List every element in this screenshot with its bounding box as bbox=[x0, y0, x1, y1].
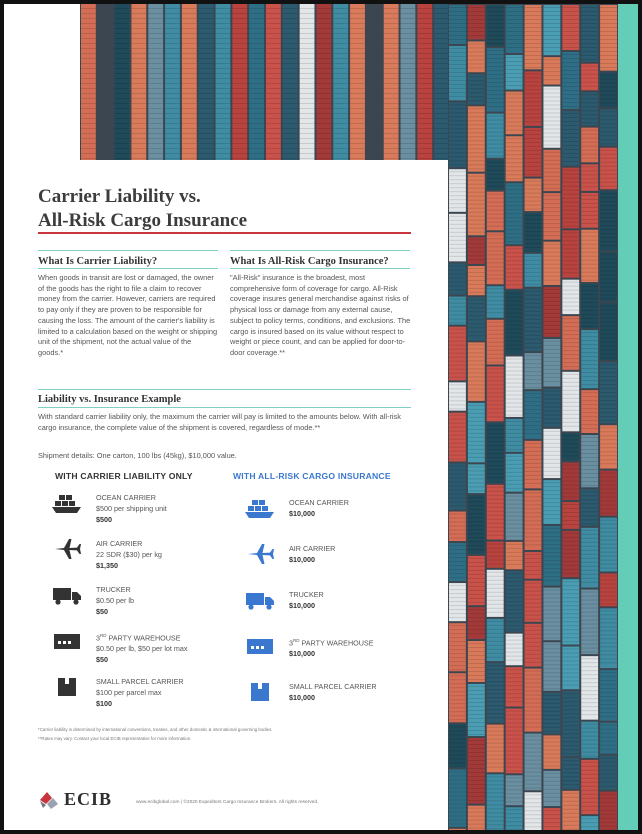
carrier-name: SMALL PARCEL CARRIER bbox=[289, 682, 377, 691]
liability-only-heading: WITH CARRIER LIABILITY ONLY bbox=[55, 471, 193, 481]
carrier-row-text bbox=[289, 635, 374, 659]
carrier-payout-value: $10,000 bbox=[289, 555, 315, 564]
carrier-row-text bbox=[289, 497, 349, 519]
plane-icon bbox=[52, 538, 82, 560]
carrier-row bbox=[52, 676, 184, 709]
carrier-liability-body: When goods in transit are lost or damaged, the owner of the goods has the right to file a claim to recover money from the carrier. However, carriers are required to pay only if they are proven to be responsible for causing the loss. The amount of the carrier's liability is limited to a calculation based on the weight or shipping unit of the shipment, not the actual value of the goods.* bbox=[38, 273, 218, 357]
ship-icon bbox=[52, 492, 82, 514]
carrier-payout-value: $500 bbox=[96, 515, 112, 524]
title-underline bbox=[38, 232, 411, 234]
ecib-logo-text: ECIB bbox=[64, 789, 113, 809]
carrier-liability-rule bbox=[38, 250, 218, 251]
carrier-row bbox=[245, 497, 349, 519]
carrier-payout-value: $1,350 bbox=[96, 561, 118, 570]
carrier-name: TRUCKER bbox=[289, 590, 324, 599]
all-risk-heading: What Is All-Risk Cargo Insurance? bbox=[230, 256, 389, 267]
truck-icon bbox=[52, 584, 82, 606]
all-risk-body: "All-Risk" insurance is the broadest, most comprehensive form of coverage for cargo. All-Risk coverage insures general merchandise against risks of physical loss or damage from any external cause, subject to policy terms, conditions, and exclusions. The cargo is insured based on its value without respect to weight or piece count, and can be applied for door-to-door coverage.** bbox=[230, 273, 411, 357]
carrier-name: OCEAN CARRIER bbox=[96, 493, 156, 502]
carrier-row bbox=[245, 681, 377, 703]
carrier-row-text bbox=[96, 492, 167, 525]
footnote-1: *Carrier liability is determined by international conventions, treaties, and other domestic & international governing bodies. bbox=[38, 727, 273, 732]
warehouse-icon bbox=[245, 635, 275, 657]
carrier-payout-value: $50 bbox=[96, 655, 108, 665]
carrier-name: AIR CARRIER bbox=[96, 539, 143, 548]
carrier-payout-value: $100 bbox=[96, 699, 112, 708]
title-line-1: Carrier Liability vs. bbox=[38, 186, 201, 207]
all-risk-rule-bottom bbox=[230, 268, 410, 269]
carrier-payout-value: $10,000 bbox=[289, 693, 315, 702]
carrier-payout-value: $10,000 bbox=[289, 649, 315, 659]
plane-icon bbox=[245, 543, 275, 565]
carrier-row bbox=[52, 630, 188, 665]
parcel-icon bbox=[245, 681, 275, 703]
warehouse-icon bbox=[52, 630, 82, 652]
carrier-payout-value: $10,000 bbox=[289, 601, 315, 610]
carrier-payout-value: $50 bbox=[96, 607, 108, 616]
carrier-row bbox=[52, 538, 162, 571]
carrier-row bbox=[245, 589, 324, 611]
carrier-name: TRUCKER bbox=[96, 585, 131, 594]
carrier-row-text bbox=[96, 584, 134, 617]
carrier-limit-detail: $0.50 per lb, $50 per lot max bbox=[96, 644, 188, 654]
carrier-limit-detail: $500 per shipping unit bbox=[96, 504, 167, 513]
carrier-limit-detail: $100 per parcel max bbox=[96, 688, 162, 697]
footnote-2: **Rates may vary. Contact your local ECIB representative for more information. bbox=[38, 736, 192, 741]
carrier-row-text bbox=[96, 676, 184, 709]
carrier-name: 3RD PARTY WAREHOUSE bbox=[289, 638, 374, 648]
carrier-row-text bbox=[96, 630, 188, 665]
copyright-line: www.ecibglobal.com | ©2020 Expeditors Cargo Insurance Brokers. All rights reserved. bbox=[136, 800, 319, 805]
ship-icon bbox=[245, 497, 275, 519]
carrier-row-text bbox=[289, 681, 377, 703]
carrier-name: AIR CARRIER bbox=[289, 544, 336, 553]
parcel-icon bbox=[52, 676, 82, 698]
carrier-limit-detail: $0.50 per lb bbox=[96, 596, 134, 605]
title-line-2: All-Risk Cargo Insurance bbox=[38, 210, 248, 231]
carrier-liability-heading: What Is Carrier Liability? bbox=[38, 256, 158, 267]
ecib-logo-mark bbox=[38, 790, 60, 810]
example-heading: Liability vs. Insurance Example bbox=[38, 394, 181, 405]
carrier-limit-detail: 22 SDR ($30) per kg bbox=[96, 550, 162, 559]
container-yard-photo-top bbox=[80, 4, 450, 160]
carrier-name: OCEAN CARRIER bbox=[289, 498, 349, 507]
carrier-row bbox=[52, 584, 134, 617]
shipment-details: Shipment details: One carton, 100 lbs (45kg), $10,000 value. bbox=[38, 451, 237, 460]
carrier-row bbox=[245, 635, 374, 659]
ecib-logo bbox=[38, 789, 112, 810]
all-risk-rule bbox=[230, 250, 410, 251]
container-yard-photo-right bbox=[448, 4, 618, 830]
carrier-name: 3RD PARTY WAREHOUSE bbox=[96, 633, 181, 643]
example-rule-bottom bbox=[38, 407, 411, 408]
example-body: With standard carrier liability only, the maximum the carrier will pay is limited to the amounts below. With all-risk cargo insurance, the complete value of the shipment is covered, regardless of mode.** bbox=[38, 412, 401, 432]
truck-icon bbox=[245, 589, 275, 611]
page-title bbox=[38, 185, 247, 233]
carrier-row bbox=[52, 492, 167, 525]
carrier-row-text bbox=[289, 589, 324, 611]
carrier-liability-rule-bottom bbox=[38, 268, 218, 269]
all-risk-insurance-heading: WITH ALL-RISK CARGO INSURANCE bbox=[233, 471, 391, 481]
carrier-row-text bbox=[289, 543, 335, 565]
carrier-payout-value: $10,000 bbox=[289, 509, 315, 518]
example-rule-top bbox=[38, 389, 411, 390]
carrier-row-text bbox=[96, 538, 162, 571]
carrier-name: SMALL PARCEL CARRIER bbox=[96, 677, 184, 686]
carrier-row bbox=[245, 543, 335, 565]
